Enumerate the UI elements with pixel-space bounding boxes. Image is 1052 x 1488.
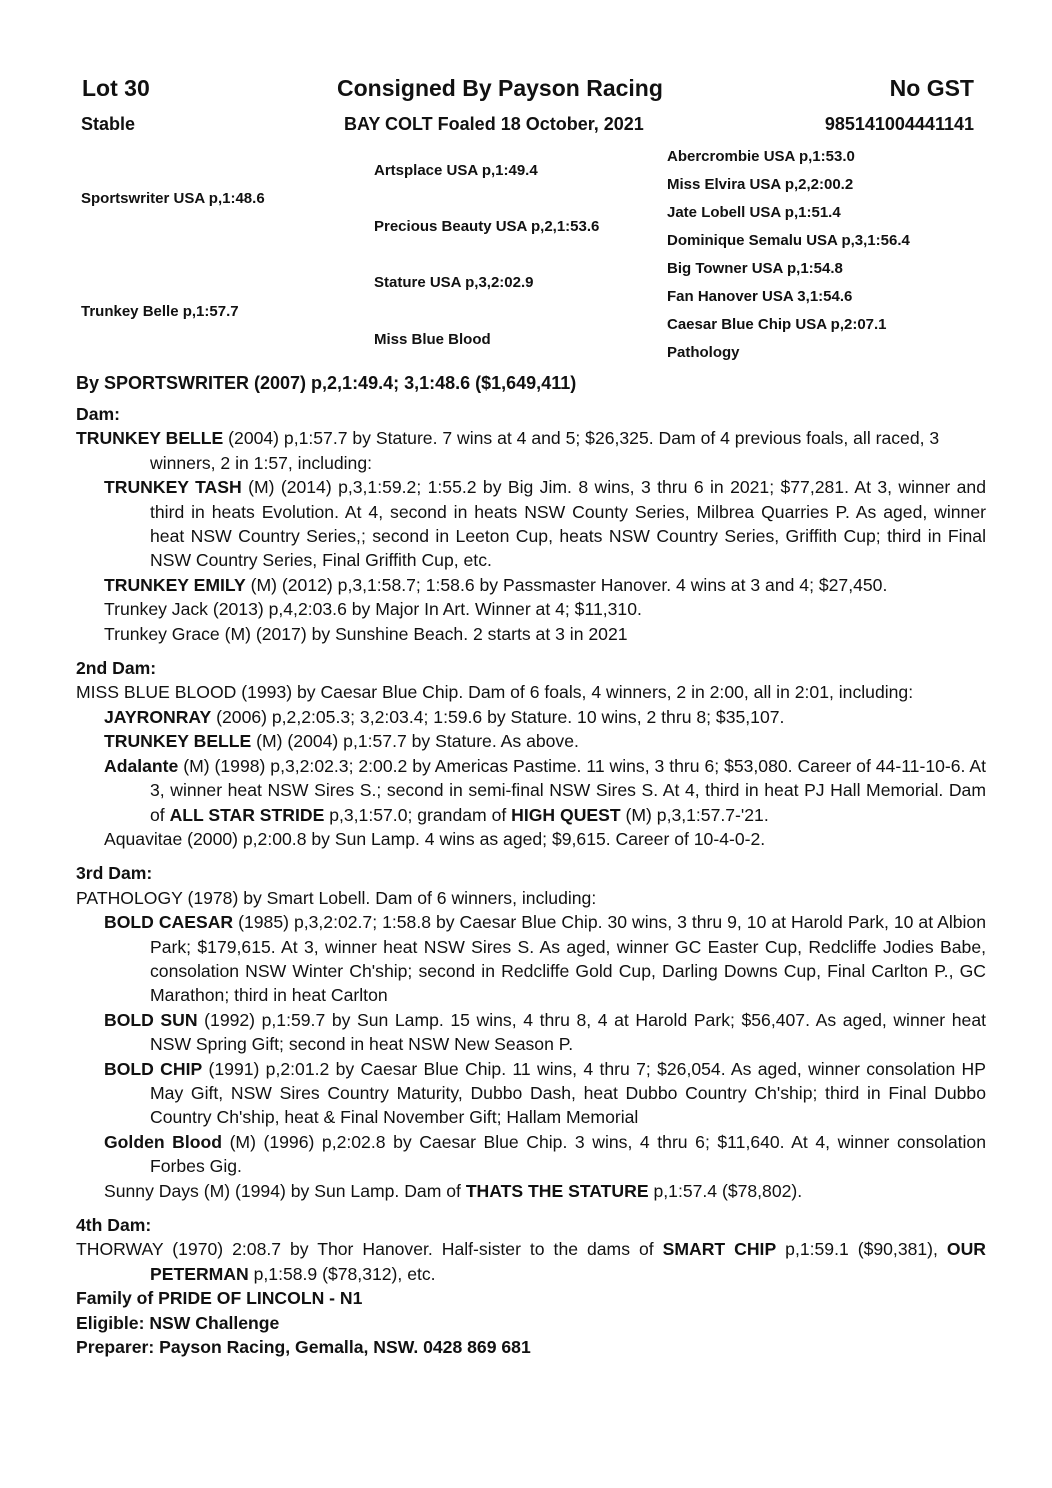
pedigree-gen3: Fan Hanover USA 3,1:54.6 (667, 288, 853, 305)
sire-summary: By SPORTSWRITER (2007) p,2,1:49.4; 3,1:48.6 ($1,649,411) (76, 373, 577, 393)
lot-number: Lot 30 (82, 75, 150, 101)
second-dam-paragraph: MISS BLUE BLOOD (1993) by Caesar Blue Chip. Dam of 6 foals, 4 winners, 2 in 2:00, all in 2:01, including: (76, 682, 914, 703)
dam-paragraph: TRUNKEY BELLE (2004) p,1:57.7 by Stature. 7 wins at 4 and 5; $26,325. Dam of 4 previous foals, all raced, 3 winners, 2 in 1:57, including: (76, 428, 940, 473)
pedigree-gen3: Abercrombie USA p,1:53.0 (667, 148, 855, 165)
section-heading-4th-dam: 4th Dam: (76, 1215, 152, 1235)
foal-entry: Sunny Days (M) (1994) by Sun Lamp. Dam of THATS THE STATURE p,1:57.4 ($78,802). (104, 1180, 803, 1201)
horse-description: BAY COLT Foaled 18 October, 2021 (344, 114, 644, 134)
pedigree-sire: Sportswriter USA p,1:48.6 (81, 190, 265, 207)
dam-name: TRUNKEY BELLE (76, 428, 224, 449)
third-dam-paragraph: PATHOLOGY (1978) by Smart Lobell. Dam of 6 winners, including: (76, 887, 597, 908)
foal-entry: TRUNKEY BELLE (M) (2004) p,1:57.7 by Stature. As above. (104, 731, 579, 752)
pedigree-dam: Trunkey Belle p,1:57.7 (81, 303, 239, 320)
pedigree-dam-sire: Stature USA p,3,2:02.9 (374, 274, 534, 291)
location: Stable (81, 114, 136, 134)
consignor: Consigned By Payson Racing (337, 75, 663, 101)
pedigree-sire-sire: Artsplace USA p,1:49.4 (374, 162, 538, 179)
foal-entry: Trunkey Jack (2013) p,4,2:03.6 by Major In Art. Winner at 4; $11,310. (104, 599, 642, 620)
section-heading-2nd-dam: 2nd Dam: (76, 658, 157, 679)
section-heading-dam: Dam: (76, 404, 120, 424)
pedigree-body (76, 402, 986, 1359)
foal-entry: Trunkey Grace (M) (2017) by Sunshine Beach. 2 starts at 3 in 2021 (104, 623, 628, 644)
pedigree-gen3: Dominique Semalu USA p,3,1:56.4 (667, 232, 910, 249)
pedigree-gen3: Miss Elvira USA p,2,2:00.2 (667, 176, 854, 193)
pedigree-gen3: Caesar Blue Chip USA p,2:07.1 (667, 316, 887, 333)
eligibility-line: Eligible: NSW Challenge (76, 1312, 280, 1333)
pedigree-gen3: Pathology (667, 344, 740, 361)
foal-entry: BOLD CHIP (1991) p,2:01.2 by Caesar Blue Chip. 11 wins, 4 thru 7; $26,054. As aged, winner consolation HP May Gift, NSW Sires Country Maturity, Dubbo Dash, heat Dubbo Country Ch'ship; third in Final Dubbo Country Ch'ship, heat & Final November Gift; Hallam Memorial (104, 1058, 987, 1128)
pedigree-dam-dam: Miss Blue Blood (374, 331, 491, 348)
section-heading-3rd-dam: 3rd Dam: (76, 863, 153, 884)
fourth-dam-paragraph: THORWAY (1970) 2:08.7 by Thor Hanover. Half-sister to the dams of SMART CHIP p,1:59.1 ($90,381), OUR PETERMAN p,1:58.9 ($78,312), etc. (76, 1239, 986, 1284)
foal-entry: Aquavitae (2000) p,2:00.8 by Sun Lamp. 4 wins as aged; $9,615. Career of 10-4-0-2. (104, 828, 766, 849)
pedigree-gen3: Big Towner USA p,1:54.8 (667, 260, 843, 277)
foal-entry: BOLD SUN (1992) p,1:59.7 by Sun Lamp. 15 wins, 4 thru 8, 4 at Harold Park; $56,407. As aged, winner heat NSW Spring Gift; second in heat NSW New Season P. (104, 1009, 986, 1055)
gst-status: No GST (889, 75, 974, 101)
pedigree-sire-dam: Precious Beauty USA p,2,1:53.6 (374, 218, 600, 235)
pedigree-gen3: Jate Lobell USA p,1:51.4 (667, 204, 841, 221)
microchip-number: 985141004441141 (824, 114, 974, 134)
foal-entry: BOLD CAESAR (1985) p,3,2:02.7; 1:58.8 by Caesar Blue Chip. 30 wins, 3 thru 9, 10 at Harold Park, 10 at Albion Park; $179,615. At 3, winner heat NSW Sires S. As aged, winner GC Easter Cup, Redcliffe Jodies Babe, consolation NSW Winter Ch'ship; second in Redcliffe Gold Cup, Darling Downs Cup, Final Carlton P., GC Marathon; third in heat Carlton (104, 912, 986, 1006)
preparer-line: Preparer: Payson Racing, Gemalla, NSW. 0428 869 681 (76, 1337, 531, 1358)
foal-entry: Golden Blood (M) (1996) p,2:02.8 by Caesar Blue Chip. 3 wins, 4 thru 6; $11,640. At 4, winner consolation Forbes Gig. (104, 1131, 986, 1177)
foal-entry: Adalante (M) (1998) p,3,2:02.3; 2:00.2 by Americas Pastime. 11 wins, 3 thru 6; $53,080. Career of 44-11-10-6. At 3, winner heat NSW Sires S.; second in semi-final NSW Sires S. At 4, third in heat PJ Hall Memorial. Dam of ALL STAR STRIDE p,3,1:57.0; grandam of HIGH QUEST (M) p,3,1:57.7-'21. (104, 755, 986, 825)
foal-entry: TRUNKEY EMILY (M) (2012) p,3,1:58.7; 1:58.6 by Passmaster Hanover. 4 wins at 3 and 4; $27,450. (104, 574, 888, 595)
foal-entry: TRUNKEY TASH (M) (2014) p,3,1:59.2; 1:55.2 by Big Jim. 8 wins, 3 thru 6 in 2021; $77,281. At 3, winner and third in heats Evolution. At 4, second in heats NSW County Series, Milbrea Quarries P. As aged, winner heat NSW Country Series,; second in Leeton Cup, heats NSW Country Series, Griffith Cup; third in Final NSW Country Series, Final Griffith Cup, etc. (104, 477, 986, 571)
family-line: Family of PRIDE OF LINCOLN - N1 (76, 1288, 363, 1309)
foal-entry: JAYRONRAY (2006) p,2,2:05.3; 3,2:03.4; 1:59.6 by Stature. 10 wins, 2 thru 8; $35,107. (104, 706, 785, 727)
